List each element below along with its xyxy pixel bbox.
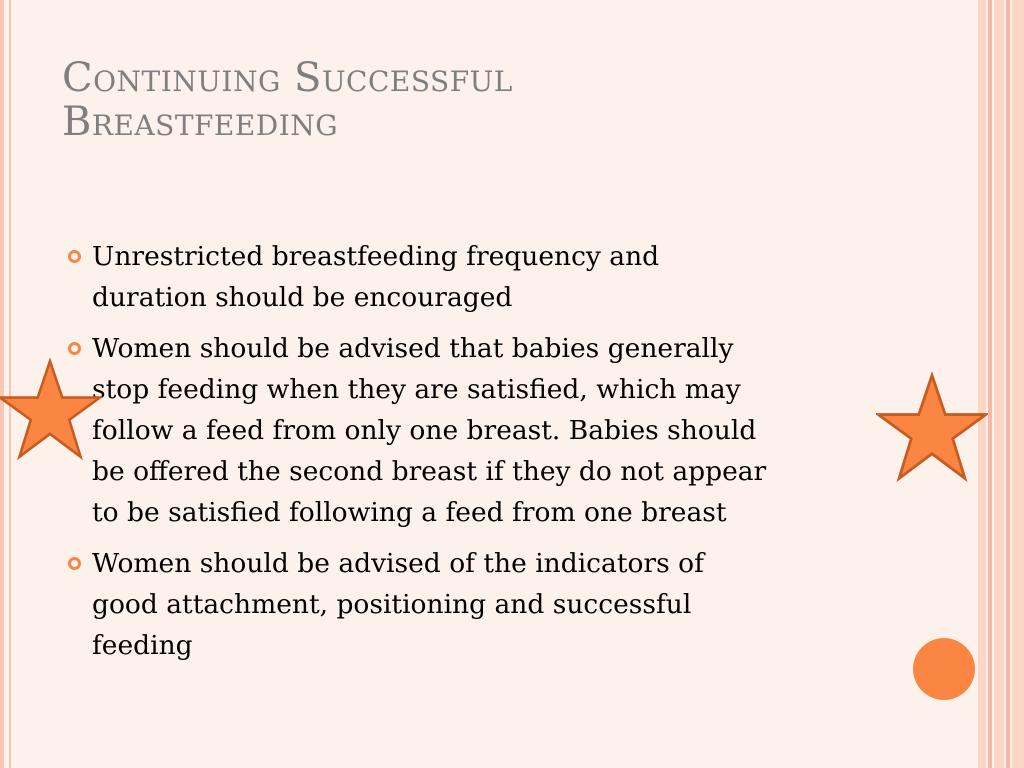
circle-icon [913, 638, 975, 700]
slide-title-line-1: Continuing Successful [62, 55, 513, 101]
slide-title-line-2: Breastfeeding [62, 99, 339, 145]
bullet-line: Women should be advised that babies generally [92, 333, 734, 364]
right-stripe-3 [994, 0, 1004, 768]
bullet-line: good attachment, positioning and successful [92, 589, 692, 620]
bullet-list [68, 236, 868, 676]
bullet-line: follow a feed from only one breast. Babies should [92, 415, 757, 446]
bullet-item-3 [68, 543, 868, 666]
ring-bullet-icon [68, 250, 81, 263]
ring-bullet-icon [68, 557, 81, 570]
bullet-line: feeding [92, 630, 193, 661]
ring-bullet-icon [68, 342, 81, 355]
right-stripe-2 [988, 0, 992, 768]
bullet-item-2 [68, 328, 868, 533]
slide-title [62, 56, 882, 144]
star-icon [876, 372, 988, 484]
bullet-line: stop feeding when they are satisfied, which may [92, 374, 741, 405]
bullet-line: Unrestricted breastfeeding frequency and [92, 241, 660, 272]
bullet-line: be offered the second breast if they do not appear [92, 456, 767, 487]
right-stripe-5 [1012, 0, 1024, 768]
bullet-item-1 [68, 236, 868, 318]
star-icon [0, 358, 102, 462]
bullet-line: Women should be advised of the indicators of [92, 548, 704, 579]
bullet-line: duration should be encouraged [92, 282, 513, 313]
bullet-line: to be satisfied following a feed from one breast [92, 497, 727, 528]
right-stripe-4 [1006, 0, 1010, 768]
